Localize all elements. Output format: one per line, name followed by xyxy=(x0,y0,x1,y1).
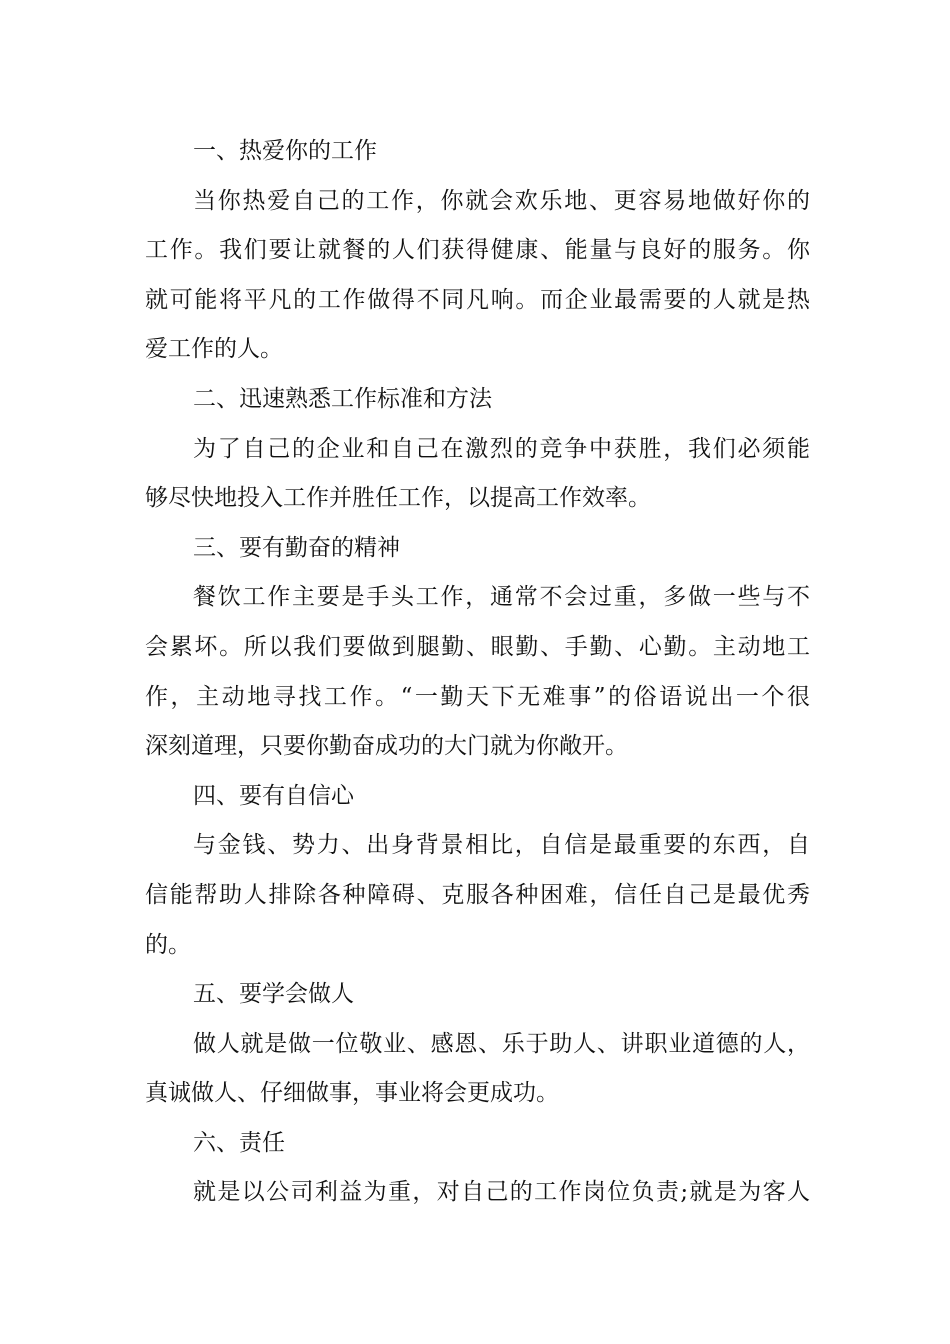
paragraph-line: 的。 xyxy=(145,931,191,958)
paragraph-line: 工作。我们要让就餐的人们获得健康、能量与良好的服务。你 xyxy=(145,237,810,264)
paragraph-line: 深刻道理，只要你勤奋成功的大门就为你敞开。 xyxy=(145,733,628,760)
heading-familiarize-standards: 二、迅速熟悉工作标准和方法 xyxy=(193,385,492,412)
paragraph-line: 当你热爱自己的工作，你就会欢乐地、更容易地做好你的 xyxy=(193,187,810,214)
paragraph-line: 为了自己的企业和自己在激烈的竞争中获胜，我们必须能 xyxy=(193,435,810,462)
paragraph-line: 够尽快地投入工作并胜任工作，以提高工作效率。 xyxy=(145,485,651,512)
heading-responsibility: 六、责任 xyxy=(193,1129,285,1156)
paragraph-line: 信能帮助人排除各种障碍、克服各种困难，信任自己是最优秀 xyxy=(145,881,810,908)
paragraph-line: 与金钱、势力、出身背景相比，自信是最重要的东西，自 xyxy=(193,832,810,859)
heading-love-your-work: 一、热爱你的工作 xyxy=(193,138,377,164)
paragraph-line: 餐饮工作主要是手头工作，通常不会过重，多做一些与不 xyxy=(193,584,810,611)
paragraph-line: 做人就是做一位敬业、感恩、乐于助人、讲职业道德的人， xyxy=(193,1030,810,1057)
paragraph-line: 真诚做人、仔细做事，事业将会更成功。 xyxy=(145,1080,559,1107)
paragraph-line: 会累坏。所以我们要做到腿勤、眼勤、手勤、心勤。主动地工 xyxy=(145,633,810,660)
heading-diligence: 三、要有勤奋的精神 xyxy=(193,534,400,561)
document-body xyxy=(145,127,810,1218)
heading-self-confidence: 四、要有自信心 xyxy=(193,782,354,809)
paragraph-line: 作，主动地寻找工作。“一勤天下无难事”的俗语说出一个很 xyxy=(145,683,810,710)
paragraph-line: 就可能将平凡的工作做得不同凡响。而企业最需要的人就是热 xyxy=(145,286,810,313)
heading-learn-to-be-a-person: 五、要学会做人 xyxy=(193,981,354,1008)
paragraph-line: 就是以公司利益为重，对自己的工作岗位负责;就是为客人 xyxy=(193,1179,810,1206)
paragraph-line: 爱工作的人。 xyxy=(145,336,283,363)
